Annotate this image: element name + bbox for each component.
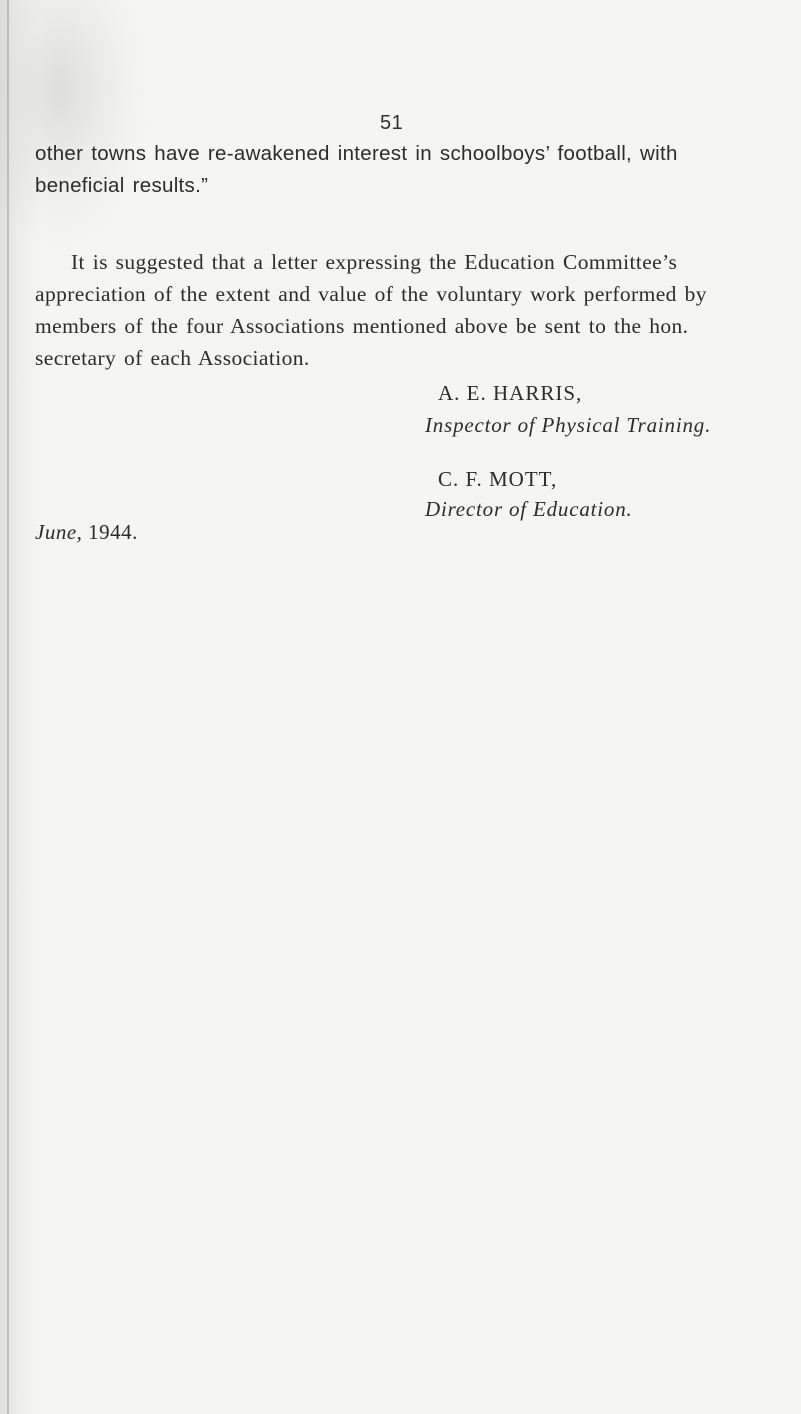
date-month: June, [35, 520, 83, 544]
signatory-title-harris: Inspector of Physical Training. [425, 413, 712, 437]
page-number: 51 [380, 112, 404, 134]
paragraph-suggestion: It is suggested that a letter expressing the Education Committee’s appreciation of the extent and value of the voluntary work performed by members of the four Associations mentioned above be sent to the hon. secretary of each Association. [35, 250, 707, 370]
date-year: 1944. [88, 520, 138, 544]
page-binding-edge [7, 0, 9, 1414]
document-date [35, 520, 138, 545]
paragraph-continuation: other towns have re-awakened interest in schoolboys’ football, with beneficial results.” [35, 142, 678, 197]
signatory-title-mott: Director of Education. [425, 497, 633, 521]
signatory-name-harris: A. E. HARRIS, [438, 381, 583, 405]
signatory-name-mott: C. F. MOTT, [438, 467, 558, 491]
